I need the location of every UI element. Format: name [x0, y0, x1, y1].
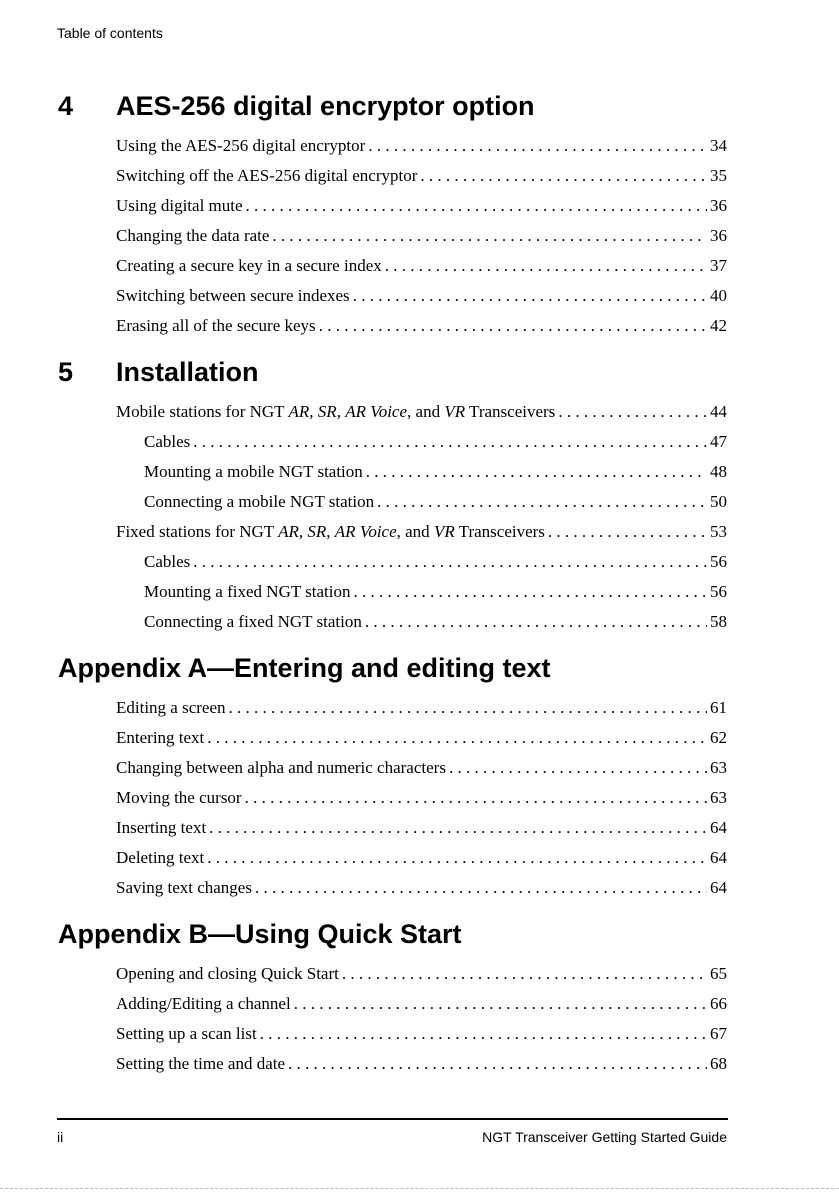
- toc-subentry[interactable]: [144, 581, 727, 603]
- toc-page-number: 64: [710, 818, 727, 837]
- toc-entry[interactable]: [116, 877, 727, 899]
- chapter-heading: [58, 356, 738, 388]
- toc-entry[interactable]: [116, 787, 727, 809]
- dot-leader: [209, 817, 707, 839]
- toc-entry-title: Switching between secure indexes: [116, 286, 350, 305]
- toc-page-number: 37: [710, 256, 727, 275]
- toc-entry-title: Using the AES-256 digital encryptor: [116, 136, 366, 155]
- toc-entry[interactable]: [116, 817, 727, 839]
- toc-entry-title: Inserting text: [116, 818, 207, 837]
- dot-leader: [354, 581, 708, 603]
- dot-leader: [288, 1053, 707, 1075]
- toc-page-number: 66: [710, 994, 727, 1013]
- toc-entry[interactable]: [116, 135, 727, 157]
- toc-entry-title: Editing a screen: [116, 698, 226, 717]
- toc-page-number: 53: [710, 522, 727, 541]
- appendix-heading: Appendix B—Using Quick Start: [58, 919, 462, 949]
- toc-entry-title: Mounting a mobile NGT station: [144, 462, 363, 481]
- dot-leader: [366, 461, 707, 483]
- toc-entry[interactable]: [116, 315, 727, 337]
- toc-entry[interactable]: [116, 1053, 727, 1075]
- dot-leader: [245, 787, 707, 809]
- toc-entry-title: Connecting a fixed NGT station: [144, 612, 362, 631]
- toc-entry[interactable]: [116, 165, 727, 187]
- toc-page-number: 63: [710, 758, 727, 777]
- chapter-number: 4: [58, 91, 74, 121]
- toc-page-number: 36: [710, 196, 727, 215]
- running-head: Table of contents: [57, 25, 163, 41]
- dot-leader: [353, 285, 707, 307]
- toc-entry[interactable]: [116, 285, 727, 307]
- dot-leader: [342, 963, 707, 985]
- chapter-title: Installation: [116, 357, 259, 387]
- toc-entry-title: Fixed stations for NGT AR, SR, AR Voice, and VR Transceivers: [116, 522, 545, 541]
- dot-leader: [365, 611, 707, 633]
- toc-entry[interactable]: [116, 727, 727, 749]
- dot-leader: [193, 551, 707, 573]
- toc-subentry[interactable]: [144, 461, 727, 483]
- toc-entry-title: Opening and closing Quick Start: [116, 964, 339, 983]
- dot-leader: [207, 847, 707, 869]
- toc-page-number: 47: [710, 432, 727, 451]
- toc-page-number: 40: [710, 286, 727, 305]
- footer-document-title: NGT Transceiver Getting Started Guide: [482, 1129, 727, 1145]
- toc-entry-title: Setting the time and date: [116, 1054, 286, 1073]
- toc-entry-title: Mounting a fixed NGT station: [144, 582, 351, 601]
- toc-entry-title: Moving the cursor: [116, 788, 242, 807]
- toc-entry[interactable]: [116, 1023, 727, 1045]
- chapter-title: AES-256 digital encryptor option: [116, 91, 535, 121]
- dot-leader: [449, 757, 707, 779]
- page-bottom-edge: [0, 1188, 839, 1189]
- toc-subentry[interactable]: [144, 491, 727, 513]
- chapter-heading: [58, 90, 738, 122]
- toc-entry[interactable]: [116, 697, 727, 719]
- toc-entry-title: Adding/Editing a channel: [116, 994, 291, 1013]
- footer-page-number: ii: [57, 1129, 64, 1145]
- toc-entry[interactable]: [116, 195, 727, 217]
- toc-entry-title: Setting up a scan list: [116, 1024, 257, 1043]
- toc-page-number: 64: [710, 848, 727, 867]
- toc-entry-title: Cables: [144, 432, 191, 451]
- toc-entry[interactable]: [116, 521, 727, 543]
- toc-entry-title: Entering text: [116, 728, 205, 747]
- toc-entry[interactable]: [116, 255, 727, 277]
- dot-leader: [548, 521, 707, 543]
- dot-leader: [193, 431, 707, 453]
- toc-entry-title: Mobile stations for NGT AR, SR, AR Voice, and VR Transceivers: [116, 402, 556, 421]
- toc-page-number: 34: [710, 136, 727, 155]
- dot-leader: [319, 315, 707, 337]
- toc-entry-title: Cables: [144, 552, 191, 571]
- dot-leader: [260, 1023, 707, 1045]
- dot-leader: [294, 993, 707, 1015]
- toc-entry[interactable]: [116, 225, 727, 247]
- toc-page-number: 50: [710, 492, 727, 511]
- toc-page-number: 36: [710, 226, 727, 245]
- toc-entry[interactable]: [116, 401, 727, 423]
- dot-leader: [272, 225, 707, 247]
- dot-leader: [246, 195, 707, 217]
- footer-divider: [57, 1118, 728, 1120]
- toc-page-number: 44: [710, 402, 727, 421]
- chapter-number: 5: [58, 357, 74, 387]
- toc-page-number: 56: [710, 582, 727, 601]
- toc-entry-title: Using digital mute: [116, 196, 243, 215]
- toc-entry-title: Creating a secure key in a secure index: [116, 256, 382, 275]
- dot-leader: [207, 727, 707, 749]
- toc-entry-title: Deleting text: [116, 848, 205, 867]
- toc-entry[interactable]: [116, 847, 727, 869]
- dot-leader: [558, 401, 707, 423]
- toc-page-number: 65: [710, 964, 727, 983]
- dot-leader: [385, 255, 707, 277]
- dot-leader: [377, 491, 707, 513]
- toc-page-number: 64: [710, 878, 727, 897]
- toc-subentry[interactable]: [144, 431, 727, 453]
- toc-page-number: 67: [710, 1024, 727, 1043]
- toc-entry[interactable]: [116, 757, 727, 779]
- toc-entry-title: Changing the data rate: [116, 226, 270, 245]
- appendix-heading: Appendix A—Entering and editing text: [58, 653, 551, 683]
- toc-page-number: 42: [710, 316, 727, 335]
- toc-entry[interactable]: [116, 963, 727, 985]
- toc-page-number: 58: [710, 612, 727, 631]
- toc-page-number: 56: [710, 552, 727, 571]
- dot-leader: [368, 135, 707, 157]
- toc-page-number: 48: [710, 462, 727, 481]
- toc-page-number: 62: [710, 728, 727, 747]
- toc-entry-title: Changing between alpha and numeric characters: [116, 758, 446, 777]
- toc-entry-title: Connecting a mobile NGT station: [144, 492, 375, 511]
- toc-subentry[interactable]: [144, 611, 727, 633]
- toc-page-number: 68: [710, 1054, 727, 1073]
- dot-leader: [420, 165, 707, 187]
- toc-subentry[interactable]: [144, 551, 727, 573]
- dot-leader: [229, 697, 707, 719]
- dot-leader: [255, 877, 707, 899]
- toc-page-number: 63: [710, 788, 727, 807]
- toc-entry-title: Switching off the AES-256 digital encryptor: [116, 166, 418, 185]
- toc-page-number: 35: [710, 166, 727, 185]
- toc-page-number: 61: [710, 698, 727, 717]
- toc-entry-title: Saving text changes: [116, 878, 252, 897]
- toc-entry[interactable]: [116, 993, 727, 1015]
- toc-entry-title: Erasing all of the secure keys: [116, 316, 316, 335]
